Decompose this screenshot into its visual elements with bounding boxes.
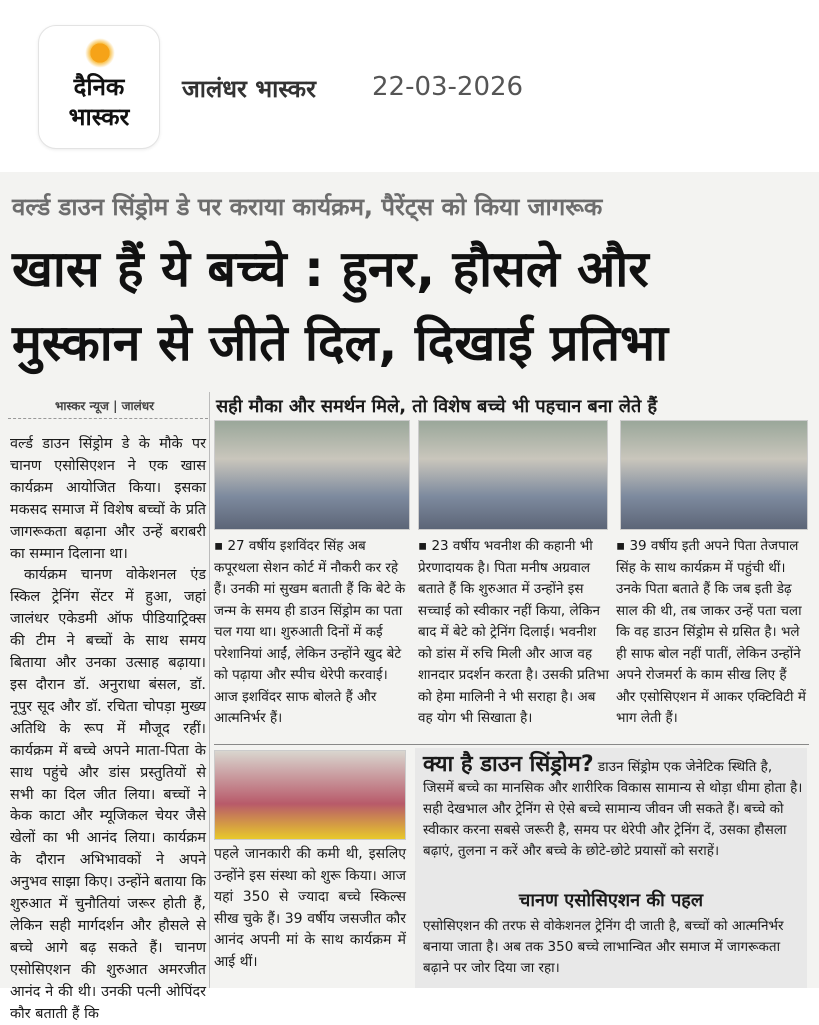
photo-caption: ▪ 39 वर्षीय इती अपने पिता तेजपाल सिंह के साथ कार्यक्रम में पहुंची थीं। उनके पिता बताते हैं कि जब इती डेढ़ साल की थी, तब जाकर उन्हें पता चला कि वह डाउन सिंड्रोम से ग्रसित है। भले ही साफ बोल नहीं पातीं, लेकिन उन्होंने अपने रोजमर्रा के काम सीख लिए हैं और एसोसिएशन में आकर एक्टिविटी में भाग लेती हैं। bbox=[616, 538, 806, 726]
byline: भास्कर न्यूज | जालंधर bbox=[55, 399, 155, 413]
edition-name: जालंधर भास्कर bbox=[182, 75, 316, 103]
headline-line: खास हैं ये बच्चे : हुनर, हौसले और bbox=[12, 240, 649, 298]
info-box-text bbox=[423, 754, 803, 862]
article-headline bbox=[12, 232, 812, 380]
divider bbox=[209, 392, 210, 988]
photo-bhavnish bbox=[418, 420, 608, 530]
logo-text: दैनिक bbox=[73, 73, 125, 101]
app-header bbox=[0, 0, 819, 172]
headline-line: मुस्कान से जीते दिल, दिखाई प्रतिभा bbox=[12, 314, 669, 372]
photo-caption: ▪ 23 वर्षीय भवनीश की कहानी भी प्रेरणादायक है। पिता मनीष अग्रवाल बताते हैं कि शुरुआत में उन्होंने इस सच्चाई को स्वीकार नहीं किया, लेकिन बाद में बेटे को ट्रेनिंग दिलाई। भवनीश को डांस में रुचि मिली और आज वह शानदार प्रदर्शन करता है। उसकी प्रतिभा को हेमा मालिनी ने भी सराहा है। अब वह योग भी सिखाता है। bbox=[418, 538, 609, 726]
info-box-paragraph: एसोसिएशन की तरफ से वोकेशनल ट्रेनिंग दी जाती है, बच्चों को आत्मनिर्भर बनाया जाता है। अब तक 350 बच्चे लाभान्वित और समाज में जागरूकता बढ़ाने पर जोर दिया जा रहा। bbox=[423, 918, 784, 976]
info-box bbox=[415, 748, 807, 988]
article-body-continued: पहले जानकारी की कमी थी, इसलिए उन्होंने इस संस्था को शुरू किया। आज यहां 350 से ज्यादा बच्चे स्किल्स सीख चुके हैं। 39 वर्षीय जसजीत कौर आनंद अपनी मां के साथ कार्यक्रम में आई थीं। bbox=[214, 846, 406, 970]
logo-text: भास्कर bbox=[68, 103, 130, 131]
info-box-paragraph: डाउन सिंड्रोम एक जेनेटिक स्थिति है, जिसमें बच्चे का मानसिक और शारीरिक विकास सामान्य से थोड़ा धीमा होता है। सही देखभाल और ट्रेनिंग से ऐसे बच्चे सामान्य जीवन जी सकते हैं। बच्चे को स्वीकार करना सबसे जरूरी है, समय पर थेरेपी और ट्रेनिंग दें, उसका हौसला बढ़ाएं, तुलना न करें और बच्चे के छोटे-छोटे प्रयासों को सराहें। bbox=[423, 759, 803, 859]
info-box-heading: चानण एसोसिएशन की पहल bbox=[518, 890, 704, 911]
newspaper-clipping bbox=[0, 172, 819, 1022]
photo-ishwinder bbox=[214, 420, 410, 530]
paragraph: कार्यक्रम चानण वोकेशनल एंड स्किल ट्रेनिंग सेंटर में हुआ, जहां जालंधर एकेडमी ऑफ पीडियाट्रिक्स की टीम ने बच्चों के साथ समय बिताया और उनका उत्साह बढ़ाया। इस दौरान डॉ. अनुराधा बंसल, डॉ. नूपुर सूद और डॉ. रचिता चोपड़ा मुख्य अतिथि के रूप में मौजूद रहीं। कार्यक्रम में बच्चे अपने माता-पिता के साथ पहुंचे और डांस प्रस्तुतियों से सभी का दिल जीत लिया। बच्चों ने केक काटा और म्यूजिकल चेयर जैसे खेलों का भी आनंद लिया। कार्यक्रम के दौरान अभिभावकों ने अपने अनुभव साझा किए। उन्होंने बताया कि शुरुआत में चुनौतियां जरूर होती हैं, लेकिन सही मार्गदर्शन और हौसले से बच्चे आगे बढ़ सकते हैं। चानण एसोसिएशन की शुरुआत अमरजीत आनंद ने की थी। उनकी पत्नी ओपिंदर कौर बताती हैं कि bbox=[10, 567, 206, 1022]
sun-icon bbox=[85, 38, 115, 68]
article-body bbox=[10, 434, 206, 1025]
photo-caption: ▪ 27 वर्षीय इशविंदर सिंह अब कपूरथला सेशन कोर्ट में नौकरी कर रहे हैं। उनकी मां सुखम बताती हैं कि बेटे के जन्म के समय ही डाउन सिंड्रोम का पता चल गया था। शुरुआती दिनों में कई परेशानियां आईं, लेकिन उन्होंने खुद बेटे को पढ़ाया और स्पीच थेरेपी करवाई। आज इशविंदर साफ बोलते हैं और आत्मनिर्भर हैं। bbox=[214, 538, 406, 726]
photo-jasjeet bbox=[214, 750, 406, 840]
article-kicker: वर्ल्ड डाउन सिंड्रोम डे पर कराया कार्यक्रम, पैरेंट्स को किया जागरूक bbox=[12, 193, 603, 221]
paragraph: वर्ल्ड डाउन सिंड्रोम डे के मौके पर चानण एसोसिएशन ने एक खास कार्यक्रम आयोजित किया। इसका मकसद समाज में विशेष बच्चों के प्रति जागरूकता बढ़ाना और उन्हें बराबरी का सम्मान दिलाना था। bbox=[10, 436, 206, 562]
edition-date: 22-03-2026 bbox=[372, 72, 524, 102]
divider bbox=[214, 744, 809, 745]
dainik-bhaskar-logo[interactable] bbox=[38, 25, 160, 149]
section-subhead: सही मौका और समर्थन मिले, तो विशेष बच्चे भी पहचान बना लेते हैं bbox=[216, 396, 658, 417]
info-box-title: क्या है डाउन सिंड्रोम? bbox=[423, 752, 594, 777]
photo-iti bbox=[620, 420, 808, 530]
divider bbox=[8, 418, 208, 419]
